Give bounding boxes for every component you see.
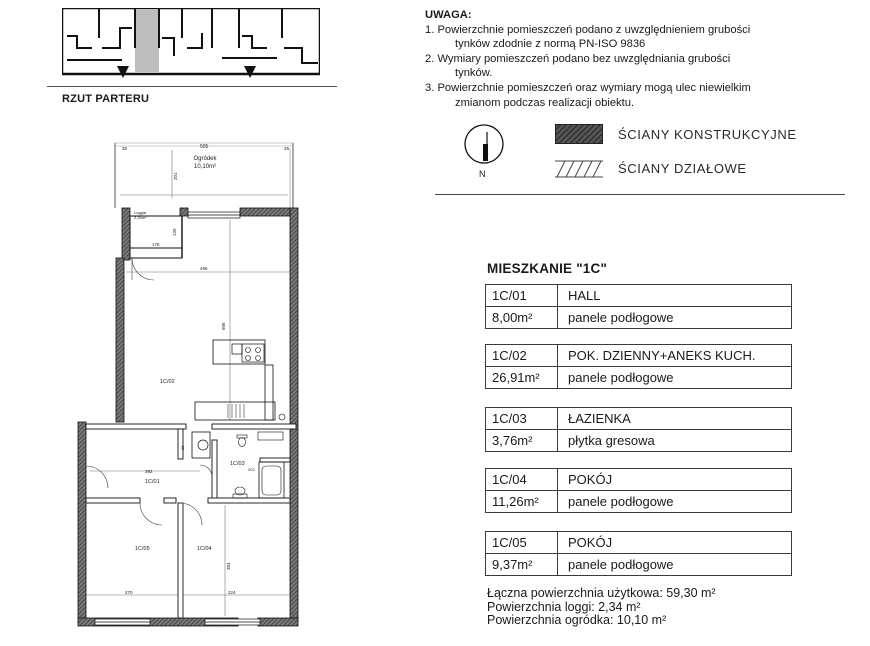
note-item: 3. Powierzchnie pomieszczeń oraz wymiary mogą ulec niewielkim: [425, 81, 751, 94]
room-card: [485, 284, 792, 329]
structural-wall-swatch-icon: [555, 124, 603, 144]
room-code: 1C/01: [486, 285, 558, 306]
room-label-1c03: 1C/03: [230, 461, 245, 467]
dim-room4-depth: 384: [226, 562, 231, 570]
partition-wall-swatch-icon: [555, 160, 603, 178]
note-item: 1. Powierzchnie pomieszczeń podano z uwzględnieniem grubości: [425, 23, 751, 36]
room-floor: płytka gresowa: [568, 433, 655, 448]
note-item-continuation: tynków zdodnie z normą PN-ISO 9836: [455, 38, 646, 51]
floor-plan-drawing: [60, 140, 310, 640]
room-area: 26,91m²: [486, 367, 558, 388]
legend-structural-label: ŚCIANY KONSTRUKCYJNE: [618, 127, 797, 142]
key-plan-title: RZUT PARTERU: [62, 93, 150, 105]
room-name: HALL: [568, 288, 601, 303]
garden-area-label: 10,10m²: [193, 164, 217, 170]
dim-loggia-height: 139: [172, 228, 177, 236]
room-code: 1C/02: [486, 345, 558, 366]
dim-small-right: 25: [284, 146, 290, 151]
apartment-title: MIESZKANIE "1C": [487, 261, 608, 276]
notes-block: [425, 8, 845, 110]
bedroom-1c05: [86, 546, 178, 595]
loggia-area-label: 2,34m²: [134, 215, 147, 220]
room-name: ŁAZIENKA: [568, 411, 631, 426]
dim-small-left: 35: [122, 146, 128, 151]
dim-living-width: 496: [200, 266, 208, 271]
note-item-continuation: zmianom podczas realizacji obiektu.: [455, 96, 635, 109]
total-loggia-area: Powierzchnia loggi: 2,34 m²: [487, 599, 641, 614]
room-card: [485, 344, 792, 389]
dim-loggia-width: 176: [152, 242, 160, 247]
dim-garden-depth: 201: [173, 172, 178, 180]
room-label-1c04: 1C/04: [197, 546, 212, 552]
dim-room5-width: 270: [125, 590, 133, 595]
note-item-continuation: tynków.: [455, 67, 493, 80]
room-floor: panele podłogowe: [568, 310, 674, 325]
room-name: POK. DZIENNY+ANEKS KUCH.: [568, 348, 756, 363]
room-area: 9,37m²: [486, 554, 558, 575]
north-arrow-icon: [462, 122, 508, 180]
dim-bath-b: 85: [180, 445, 185, 450]
room-name: POKÓJ: [568, 535, 613, 550]
legend-partition-label: ŚCIANY DZIAŁOWE: [618, 161, 747, 176]
dim-room4-width: 224: [228, 590, 236, 595]
loggia-label: Loggia: [134, 210, 147, 215]
key-plan-underline: [47, 86, 337, 87]
entrance-marker-icon: [244, 66, 256, 78]
garden-area: [115, 143, 293, 208]
entrance-marker-icon: [117, 66, 129, 78]
compass-label: N: [479, 169, 486, 179]
note-item: 2. Wymiary pomieszczeń podano bez uwzględniania grubości: [425, 52, 731, 65]
room-code: 1C/03: [486, 408, 558, 429]
dim-bath-a: 202: [248, 467, 255, 472]
room-floor: panele podłogowe: [568, 370, 674, 385]
room-area: 3,76m²: [486, 430, 558, 451]
partition-walls: [86, 424, 296, 618]
bathroom: [180, 432, 284, 498]
balcony-door: [188, 212, 240, 218]
room-card: [485, 407, 792, 452]
hall: [86, 465, 212, 525]
room-floor: panele podłogowe: [568, 494, 674, 509]
key-plan-diagram: [62, 8, 320, 78]
room-label-1c02: 1C/02: [160, 379, 175, 385]
dim-hall-width: 392: [145, 469, 153, 474]
dim-living-depth: 606: [221, 322, 226, 330]
room-area: 8,00m²: [486, 307, 558, 328]
living-room: [126, 220, 290, 420]
room-floor: panele podłogowe: [568, 557, 674, 572]
total-usable-area: Łączna powierzchnia użytkowa: 59,30 m²: [487, 586, 716, 600]
dim-garden-width: 505: [200, 144, 209, 150]
total-garden-area: Powierzchnia ogródka: 10,10 m²: [487, 613, 667, 627]
room-code: 1C/04: [486, 469, 558, 490]
room-card: [485, 531, 792, 576]
bedroom-1c04: [183, 505, 290, 616]
room-card: [485, 468, 792, 513]
loggia: [130, 210, 182, 280]
room-label-1c05: 1C/05: [135, 546, 150, 552]
room-name: POKÓJ: [568, 472, 613, 487]
section-divider: [435, 194, 845, 195]
room-code: 1C/05: [486, 532, 558, 553]
area-totals: [487, 587, 716, 628]
notes-heading: UWAGA:: [425, 9, 472, 21]
room-area: 11,26m²: [486, 491, 558, 512]
room-label-1c01: 1C/01: [145, 479, 160, 485]
garden-label: Ogródek: [193, 156, 217, 162]
